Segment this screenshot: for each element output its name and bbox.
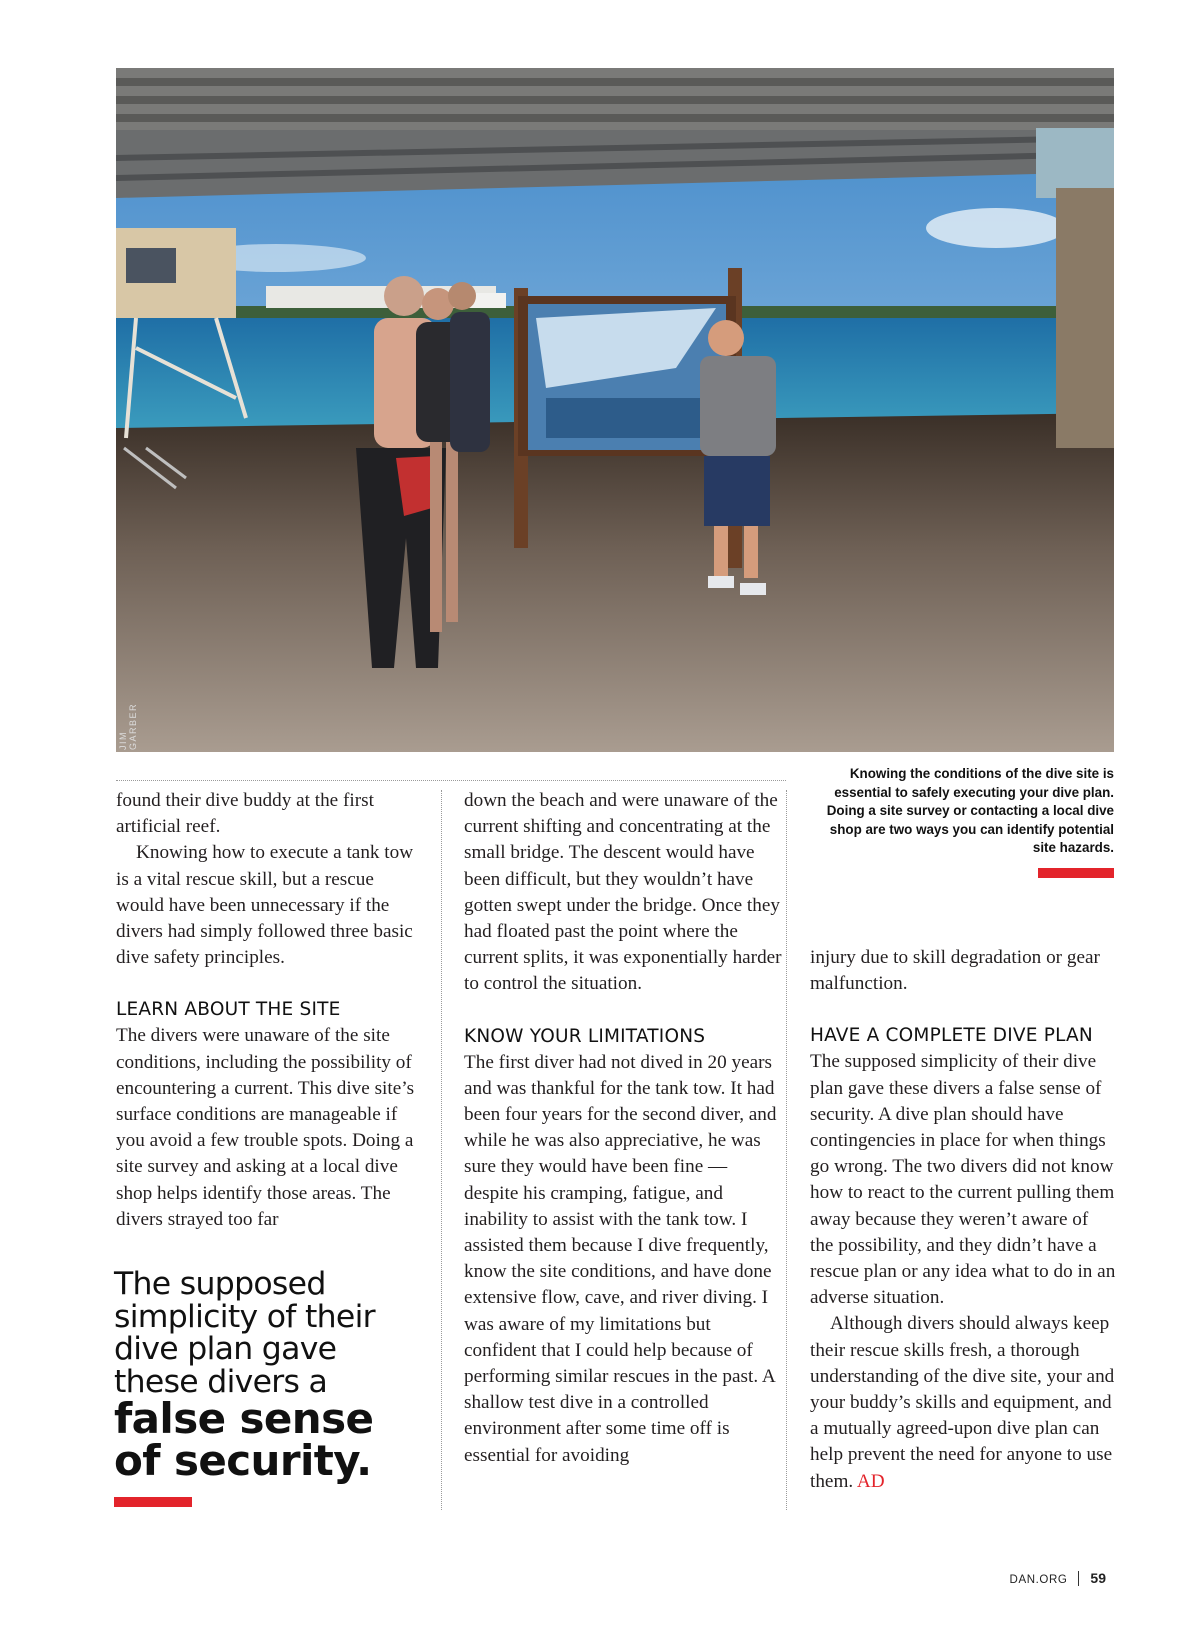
section-heading-learn-site: LEARN ABOUT THE SITE [116,999,341,1021]
column-1 [116,788,426,1233]
col3-paragraph-3-text: Although divers should always keep their rescue skills fresh, a thorough understanding of the dive site, your and your buddy’s skills and equipment, and a mutually agreed-upon dive plan can help prevent the need for anyone to use them. [810,1313,1115,1492]
footer-separator [1078,1571,1079,1586]
col1-paragraph-2: Knowing how to execute a tank tow is a vital rescue skill, but a rescue would have been unnecessary if the divers had simply followed three basic dive safety principles. [116,842,414,969]
col3-paragraph-2: The supposed simplicity of their dive plan gave these divers a false sense of security. A dive plan should have contingencies in place for when things go wrong. The two divers did not know how to react to the current pulling them away because they weren’t aware of the possibility, and they didn’t have a rescue plan or any idea what to do in an adverse situation. [810,1051,1116,1309]
col1-paragraph-3: The divers were unaware of the site conditions, including the possibility of encountering a current. This dive site’s surface conditions are manageable if you avoid a few trouble spots. Doing a site survey and asking at a local dive shop helps identify those areas. The divers strayed too far [116,1025,415,1230]
col1-paragraph-1: found their dive buddy at the first artificial reef. [116,790,374,838]
col3-paragraph-3 [810,1311,1116,1494]
photo-caption: Knowing the conditions of the dive site is essential to safely executing your dive plan. Doing a site survey or contacting a local dive shop are two ways you can identify potential site hazards. [826,766,1114,856]
page-footer [1010,1570,1106,1588]
section-heading-know-limitations: KNOW YOUR LIMITATIONS [464,1025,706,1047]
pull-quote-line-1: The supposed [114,1266,326,1302]
pull-quote-line-4: these divers a [114,1363,328,1400]
beach-bridge-scene [116,68,1114,752]
page-number: 59 [1090,1570,1106,1586]
pull-quote-bold-1: false sense [114,1394,374,1443]
end-mark: AD [856,1470,885,1492]
col2-paragraph-1: down the beach and were unaware of the current shifting and concentrating at the small bridge. The descent would have been difficult, but they wouldn’t have gotten swept under the bridge. Once they had floated past the point where the current splits, it was exponentially harder to control the situation. [464,790,782,995]
caption-divider [116,780,786,781]
footer-site: DAN.ORG [1009,1574,1068,1586]
col2-paragraph-2: The first diver had not dived in 20 years and was thankful for the tank tow. It had been four years for the second diver, and while he was also appreciative, he was sure they would have been fine — despite his cramping, fatigue, and inability to assist with the tank tow. I assisted them because I dive frequently, know the site conditions, and have done extensive flow, cave, and river diving. I was aware of my limitations but confident that I could help because of performing similar rescues in the past. A shallow test dive in a controlled environment after some time off is essential for avoiding [464,1051,777,1466]
pull-quote-red-bar [114,1497,192,1507]
pull-quote-bold-2: of security. [114,1436,372,1485]
article-photo [116,68,1114,752]
photo-credit: JIM GARBER [118,702,138,750]
pull-quote [114,1266,434,1485]
caption-red-bar [1038,868,1114,878]
pull-quote-line-2: simplicity of their [114,1298,375,1335]
pull-quote-line-3: dive plan gave [114,1331,337,1367]
section-heading-dive-plan: HAVE A COMPLETE DIVE PLAN [810,1025,1093,1047]
column-divider-1 [441,790,442,1510]
col3-paragraph-1: injury due to skill degradation or gear malfunction. [810,947,1100,995]
column-2 [464,788,784,1469]
column-divider-2 [786,790,787,1510]
column-3 [810,945,1116,1495]
